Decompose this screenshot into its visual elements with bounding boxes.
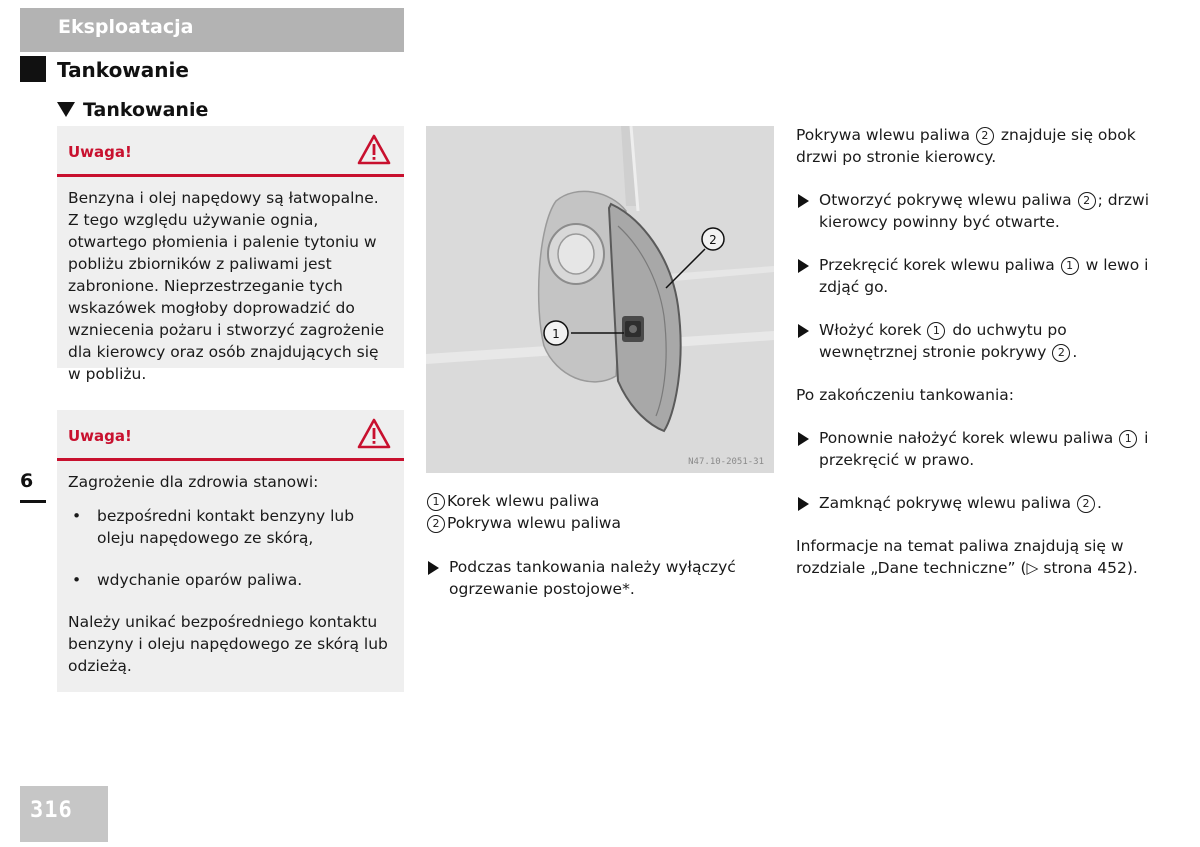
legend-item xyxy=(426,512,774,534)
step-text: Włożyć korek xyxy=(819,321,922,339)
info-text: Informacje na temat paliwa znajdują się w rozdziale „Dane techniczne” ( xyxy=(796,537,1124,577)
step-close-flap xyxy=(796,492,1156,514)
intro-text: Pokrywa wlewu paliwa xyxy=(796,126,970,144)
step-insert-cap xyxy=(796,319,1156,363)
list-item: • wdychanie oparów paliwa. xyxy=(68,569,393,591)
figure-code: N47.10-2051-31 xyxy=(688,457,764,467)
warning-outro: Należy unikać bezpośredniego kontaktu benzyny i oleju napędowego ze skórą lub odzieżą. xyxy=(68,613,388,675)
intro-text: znajduje się obok drzwi po stronie kierowcy. xyxy=(796,126,1136,166)
warning-box-fire xyxy=(57,126,404,383)
subsection-title-row xyxy=(57,99,208,121)
intro-paragraph xyxy=(796,124,1156,168)
legend-item xyxy=(426,490,774,512)
warning-intro: Zagrożenie dla zdrowia stanowi: xyxy=(68,473,319,491)
triangle-down-icon xyxy=(57,102,75,117)
warning-box-health xyxy=(57,410,404,692)
info-text: strona 452). xyxy=(1038,559,1138,577)
step-text: do uchwytu po wewnętrznej stronie pokrywy xyxy=(819,321,1067,361)
triangle-right-icon xyxy=(798,432,809,446)
step-open-flap xyxy=(796,189,1156,233)
warning-triangle-icon xyxy=(357,134,391,165)
page-number-box xyxy=(20,786,108,842)
step-text: i przekręcić w prawo. xyxy=(819,429,1149,469)
figure-callout-1: 1 xyxy=(552,327,560,341)
triangle-right-icon xyxy=(428,561,439,575)
number-1-icon: 1 xyxy=(427,493,445,511)
note-step-text: Podczas tankowania należy wyłączyć ogrzewanie postojowe*. xyxy=(449,558,736,598)
note-step xyxy=(426,556,797,600)
number-1-icon: 1 xyxy=(1061,257,1079,275)
warning-label: Uwaga! xyxy=(68,143,132,161)
warning-body xyxy=(57,461,404,687)
number-1-icon: 1 xyxy=(927,322,945,340)
subsection-title: Tankowanie xyxy=(83,99,209,121)
number-2-icon: 2 xyxy=(1078,192,1096,210)
legend-text: Pokrywa wlewu paliwa xyxy=(447,514,621,532)
triangle-right-icon xyxy=(798,194,809,208)
warning-header xyxy=(57,126,404,177)
triangle-right-icon xyxy=(798,324,809,338)
triangle-right-icon xyxy=(798,259,809,273)
page-reference-icon[interactable]: ▷ xyxy=(1026,559,1039,577)
figure-legend xyxy=(426,490,774,534)
chapter-marker xyxy=(20,56,46,82)
chapter-tab: 6 xyxy=(20,470,46,503)
info-paragraph xyxy=(796,535,1156,579)
warning-triangle-icon xyxy=(357,418,391,449)
step-text: Przekręcić korek wlewu paliwa xyxy=(819,256,1055,274)
step-text: . xyxy=(1096,494,1102,512)
list-item: • bezpośredni kontakt benzyny lub oleju napędowego ze skórą, xyxy=(68,505,393,549)
figure-callout-2: 2 xyxy=(709,233,717,247)
number-2-icon: 2 xyxy=(976,127,994,145)
warning-bullet-list xyxy=(68,505,393,591)
section-title: Eksploatacja xyxy=(58,16,194,38)
warning-label: Uwaga! xyxy=(68,427,132,445)
page-number: 316 xyxy=(30,798,73,823)
section-header-bar xyxy=(20,8,404,52)
number-1-icon: 1 xyxy=(1119,430,1137,448)
step-text: Zamknąć pokrywę wlewu paliwa xyxy=(819,494,1072,512)
step-text: ; drzwi kierowcy powinny być otwarte. xyxy=(819,191,1150,231)
instructions-column xyxy=(796,124,1156,600)
number-2-icon: 2 xyxy=(1077,495,1095,513)
after-refuel-paragraph: Po zakończeniu tankowania: xyxy=(796,386,1014,404)
step-remove-cap xyxy=(796,254,1156,298)
warning-header xyxy=(57,410,404,461)
legend-text: Korek wlewu paliwa xyxy=(447,492,600,510)
warning-body xyxy=(57,177,404,395)
warning-text: Benzyna i olej napędowy są łatwopalne. Z tego względu używanie ognia, otwartego płomienia i palenie tytoniu w pobliżu zbiorników z paliwami jest zabronione. Nieprzestrzeganie tych wskazówek mogłoby doprowadzić do wzniecenia pożaru i stworzyć zagrożenie dla kierowcy oraz osób znajdujących się w pobliżu. xyxy=(68,189,385,383)
chapter-title: Tankowanie xyxy=(57,58,189,82)
number-2-icon: 2 xyxy=(1052,344,1070,362)
step-text: Otworzyć pokrywę wlewu paliwa xyxy=(819,191,1072,209)
number-2-icon: 2 xyxy=(427,515,445,533)
step-text: Ponownie nałożyć korek wlewu paliwa xyxy=(819,429,1114,447)
triangle-right-icon xyxy=(798,497,809,511)
step-refit-cap xyxy=(796,427,1156,471)
step-text: . xyxy=(1072,343,1078,361)
fuel-flap-drawing xyxy=(426,126,774,473)
fuel-flap-illustration xyxy=(426,126,774,473)
step-text: w lewo i zdjąć go. xyxy=(819,256,1149,296)
